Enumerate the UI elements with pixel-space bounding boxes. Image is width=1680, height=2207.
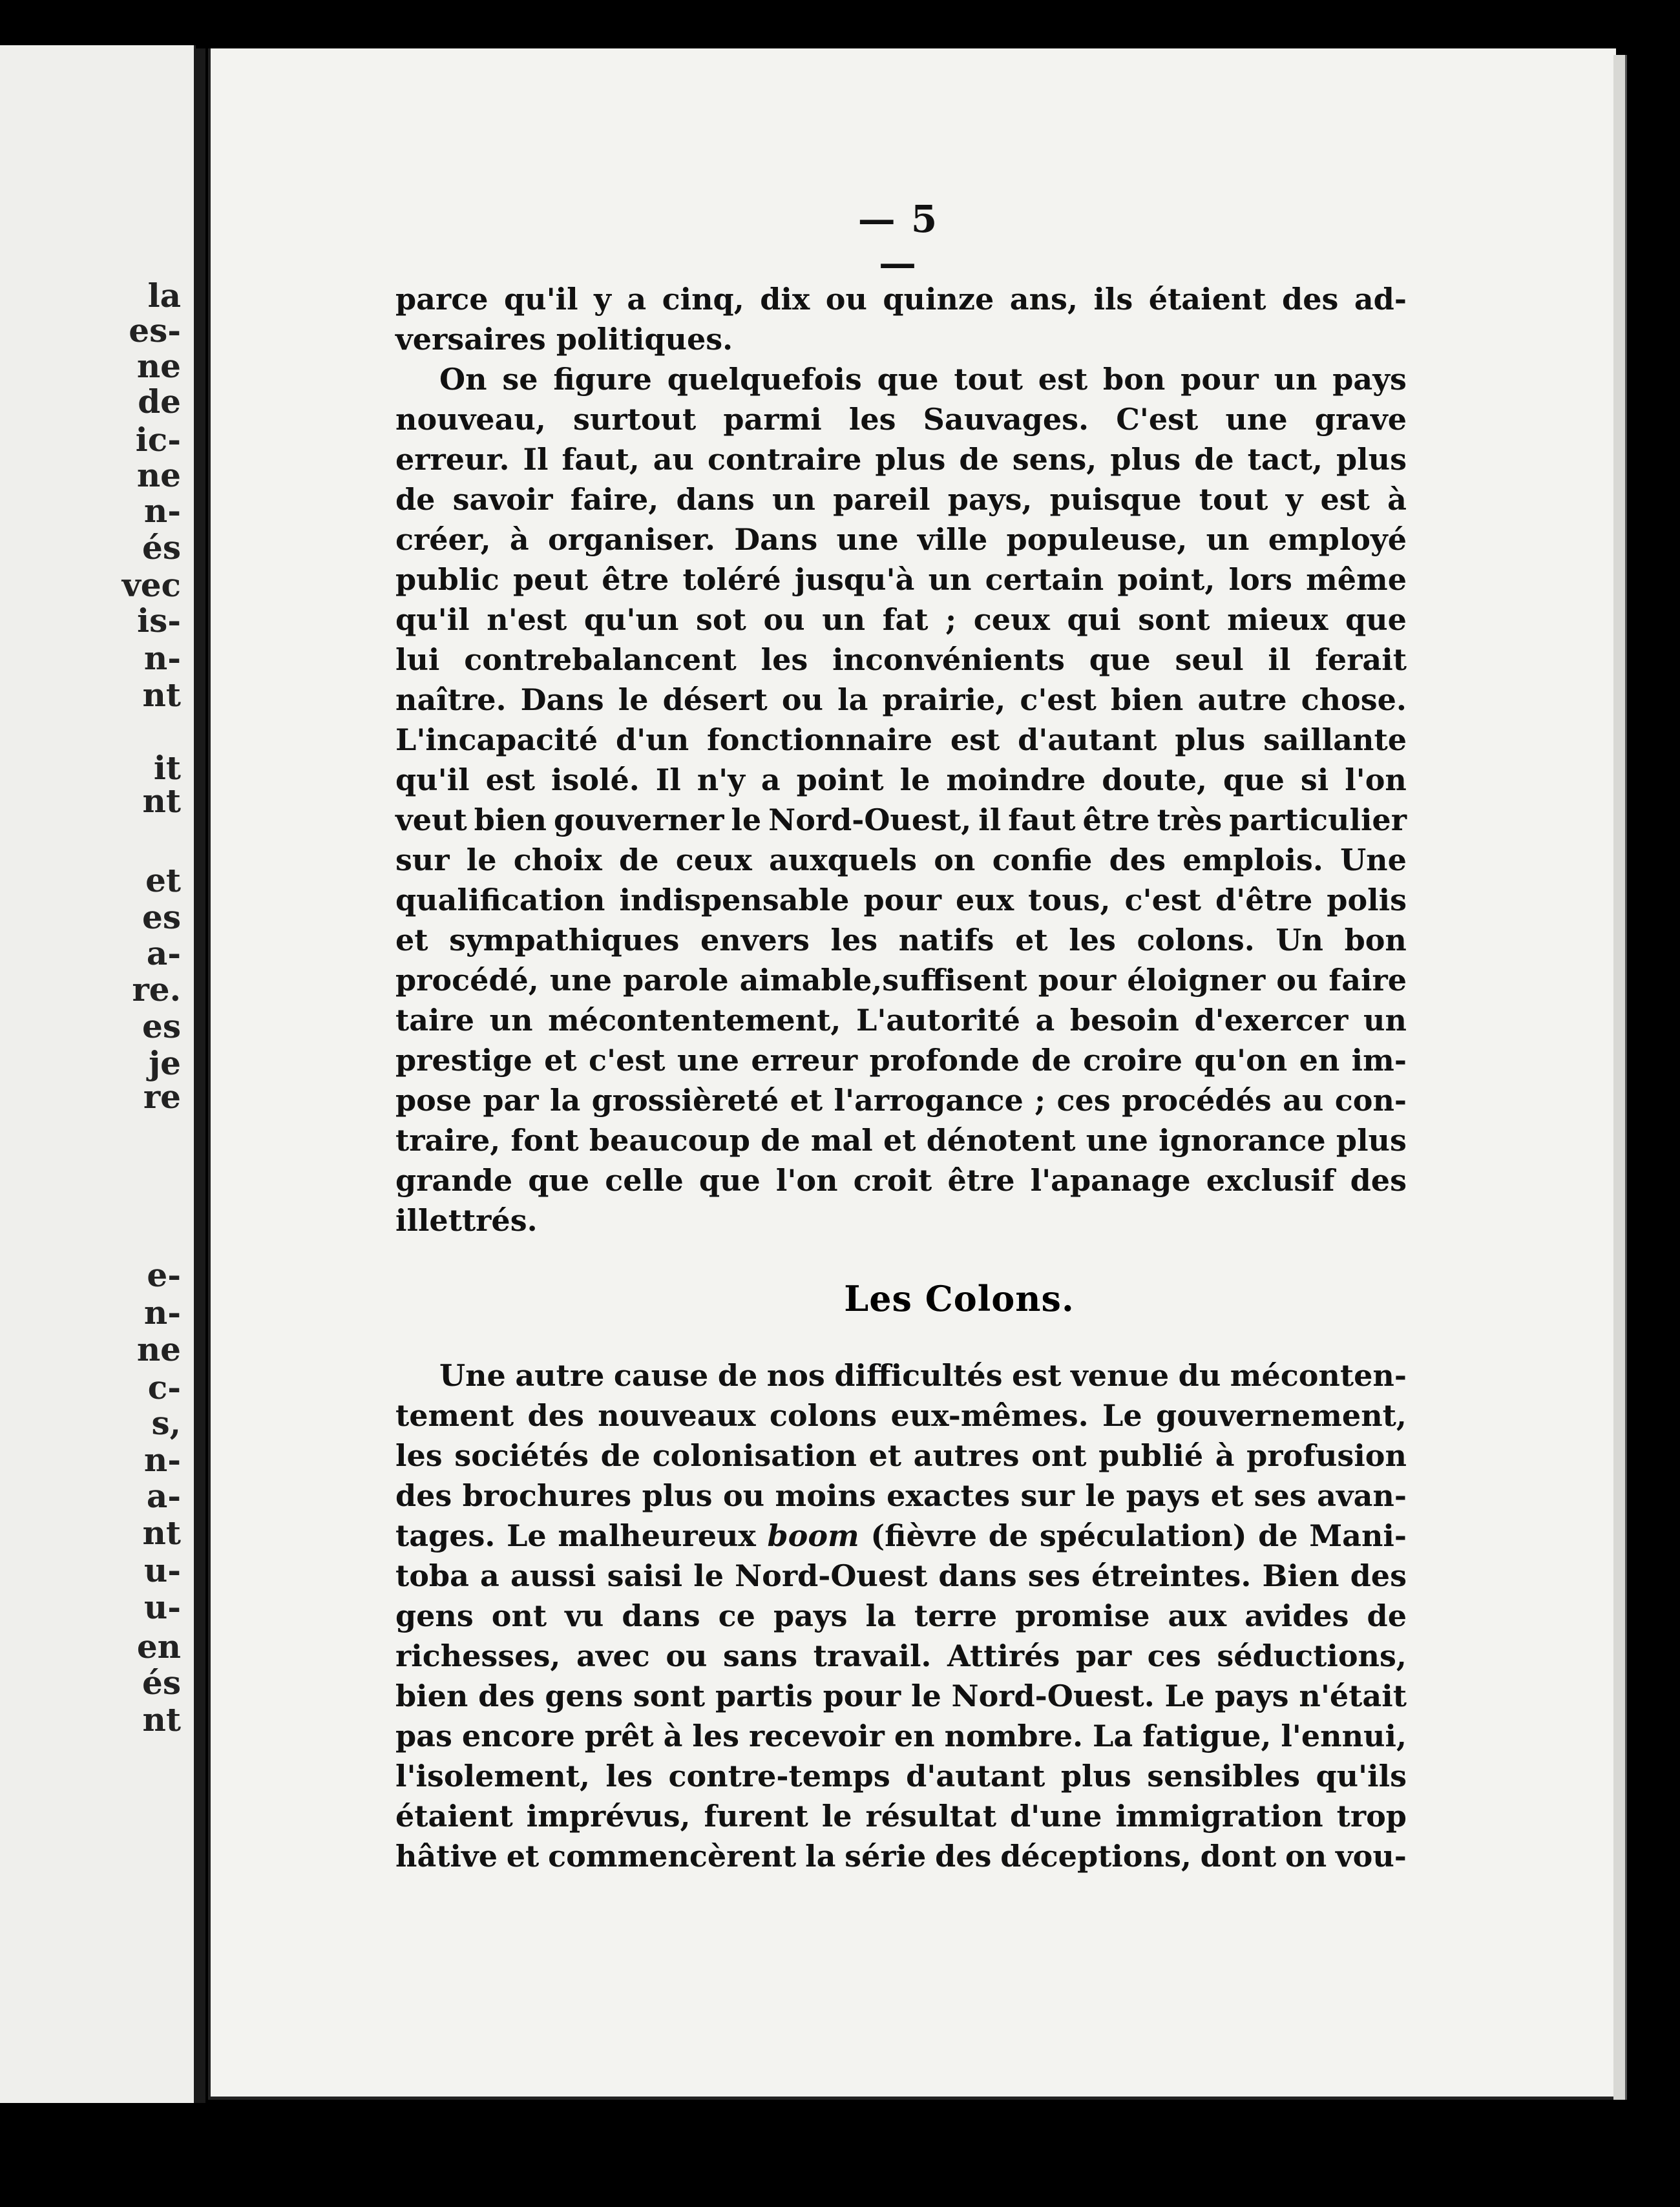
- left-page-fragment: n-: [143, 1441, 181, 1479]
- left-page-fragment: n-: [143, 639, 181, 677]
- text-line: L'incapacité d'un fonctionnaire est d'autant plus saillante: [395, 722, 1407, 757]
- text-line: et sympathiques envers les natifs et les colons. Un bon: [395, 923, 1407, 957]
- section-heading: Les Colons.: [844, 1278, 1075, 1319]
- text-line: Une autre cause de nos difficultés est venue du méconten-: [439, 1358, 1407, 1393]
- left-page-fragment: it: [153, 749, 181, 787]
- text-line: les sociétés de colonisation et autres ont publié à profusion: [395, 1438, 1407, 1473]
- text-line: bien des gens sont partis pour le Nord-Ouest. Le pays n'était: [395, 1679, 1407, 1713]
- left-page-fragment: e-: [147, 1256, 181, 1294]
- text-line: On se figure quelquefois que tout est bon pour un pays: [439, 362, 1407, 397]
- left-page-fragment: nt: [142, 676, 181, 714]
- left-page-fragment: re: [143, 1078, 181, 1116]
- left-page-fragment: la: [147, 277, 181, 315]
- paragraph-2: [395, 359, 1407, 1240]
- text-line: nouveau, surtout parmi les Sauvages. C'est une grave: [395, 402, 1407, 437]
- left-page-fragment: re.: [132, 970, 181, 1009]
- text-line: pas encore prêt à les recevoir en nombre. La fatigue, l'ennui,: [395, 1719, 1407, 1753]
- text-line: des brochures plus ou moins exactes sur le pays et ses avan-: [395, 1478, 1407, 1513]
- left-page-fragment: nt: [142, 1514, 181, 1552]
- left-page-fragment: es: [142, 1007, 181, 1045]
- body-text: [395, 279, 1407, 1876]
- left-page-fragment: vec: [121, 566, 181, 604]
- left-page-fragment: es: [142, 898, 181, 936]
- left-page-fragment: et: [145, 861, 181, 899]
- text-line: versaires politiques.: [395, 322, 733, 357]
- paragraph-3: [395, 1355, 1407, 1876]
- text-line: grande que celle que l'on croit être l'apanage exclusif des: [395, 1163, 1407, 1198]
- text-line: illettrés.: [395, 1203, 538, 1238]
- left-page-fragment: ne: [136, 1330, 181, 1368]
- text-line: tement des nouveaux colons eux-mêmes. Le gouvernement,: [395, 1398, 1407, 1433]
- left-page-fragment: u-: [143, 1588, 181, 1626]
- left-page-fragment: de: [138, 382, 181, 421]
- text-line: veut bien gouverner le Nord-Ouest, il faut être très particulier: [395, 802, 1407, 837]
- left-page-fragment: a-: [146, 1477, 181, 1515]
- text-line: pose par la grossièreté et l'arrogance ; ces procédés au con-: [395, 1083, 1407, 1118]
- text-line: taire un mécontentement, L'autorité a besoin d'exercer un: [395, 1003, 1407, 1038]
- page-number: — 5 —: [857, 197, 939, 285]
- left-page-fragment: ne: [136, 347, 181, 385]
- left-page-fragment: ic-: [135, 421, 181, 459]
- left-page-fragment: is-: [137, 601, 181, 640]
- text-line: qu'il est isolé. Il n'y a point le moindre doute, que si l'on: [395, 762, 1407, 797]
- text-line: l'isolement, les contre-temps d'autant plus sensibles qu'ils: [395, 1759, 1407, 1794]
- left-page-fragment: a-: [146, 934, 181, 972]
- text-line: hâtive et commencèrent la série des déceptions, dont on vou-: [395, 1839, 1407, 1874]
- text-line: tages. Le malheureux boom (fièvre de spéculation) de Mani-: [395, 1518, 1407, 1553]
- left-page-fragment: és: [142, 1664, 181, 1702]
- text-line: créer, à organiser. Dans une ville populeuse, un employé: [395, 522, 1407, 557]
- text-line: parce qu'il y a cinq, dix ou quinze ans, ils étaient des ad-: [395, 282, 1407, 317]
- left-page-fragment: és: [142, 528, 181, 567]
- book-gutter: [194, 48, 205, 2103]
- left-page-fragment: s,: [151, 1404, 181, 1442]
- left-page-fragment: c-: [147, 1368, 181, 1407]
- left-page-fragment: n-: [143, 1293, 181, 1332]
- text-line: naître. Dans le désert ou la prairie, c'est bien autre chose.: [395, 682, 1407, 717]
- left-page-fragment: es-: [129, 311, 181, 350]
- text-line: gens ont vu dans ce pays la terre promise aux avides de: [395, 1598, 1407, 1633]
- text-line: qualification indispensable pour eux tous, c'est d'être polis: [395, 883, 1407, 917]
- text-line: traire, font beaucoup de mal et dénotent une ignorance plus: [395, 1123, 1407, 1158]
- text-line: de savoir faire, dans un pareil pays, puisque tout y est à: [395, 482, 1407, 517]
- left-page-fragment: u-: [143, 1551, 181, 1589]
- left-page-fragment: n-: [143, 492, 181, 530]
- paragraph-1: [395, 279, 1407, 359]
- text-line: erreur. Il faut, au contraire plus de sens, plus de tact, plus: [395, 442, 1407, 477]
- text-line: prestige et c'est une erreur profonde de croire qu'on en im-: [395, 1043, 1407, 1078]
- text-line: qu'il n'est qu'un sot ou un fat ; ceux qui sont mieux que: [395, 602, 1407, 637]
- left-page-fragment: nt: [142, 782, 181, 820]
- left-page: [0, 45, 196, 2103]
- text-line: procédé, une parole aimable,suffisent pour éloigner ou faire: [395, 963, 1407, 998]
- text-line: toba a aussi saisi le Nord-Ouest dans ses étreintes. Bien des: [395, 1558, 1407, 1593]
- left-page-fragment: en: [136, 1627, 181, 1666]
- text-line: lui contrebalancent les inconvénients que seul il ferait: [395, 642, 1407, 677]
- page-edge: [1613, 55, 1627, 2100]
- left-page-fragment: nt: [142, 1700, 181, 1739]
- left-page-fragment: ne: [136, 456, 181, 494]
- text-line: étaient imprévus, furent le résultat d'une immigration trop: [395, 1799, 1407, 1834]
- left-page-fragment: je: [149, 1044, 181, 1082]
- text-line: sur le choix de ceux auxquels on confie des emplois. Une: [395, 842, 1407, 877]
- text-line: richesses, avec ou sans travail. Attirés par ces séductions,: [395, 1638, 1407, 1673]
- text-line: public peut être toléré jusqu'à un certain point, lors même: [395, 562, 1407, 597]
